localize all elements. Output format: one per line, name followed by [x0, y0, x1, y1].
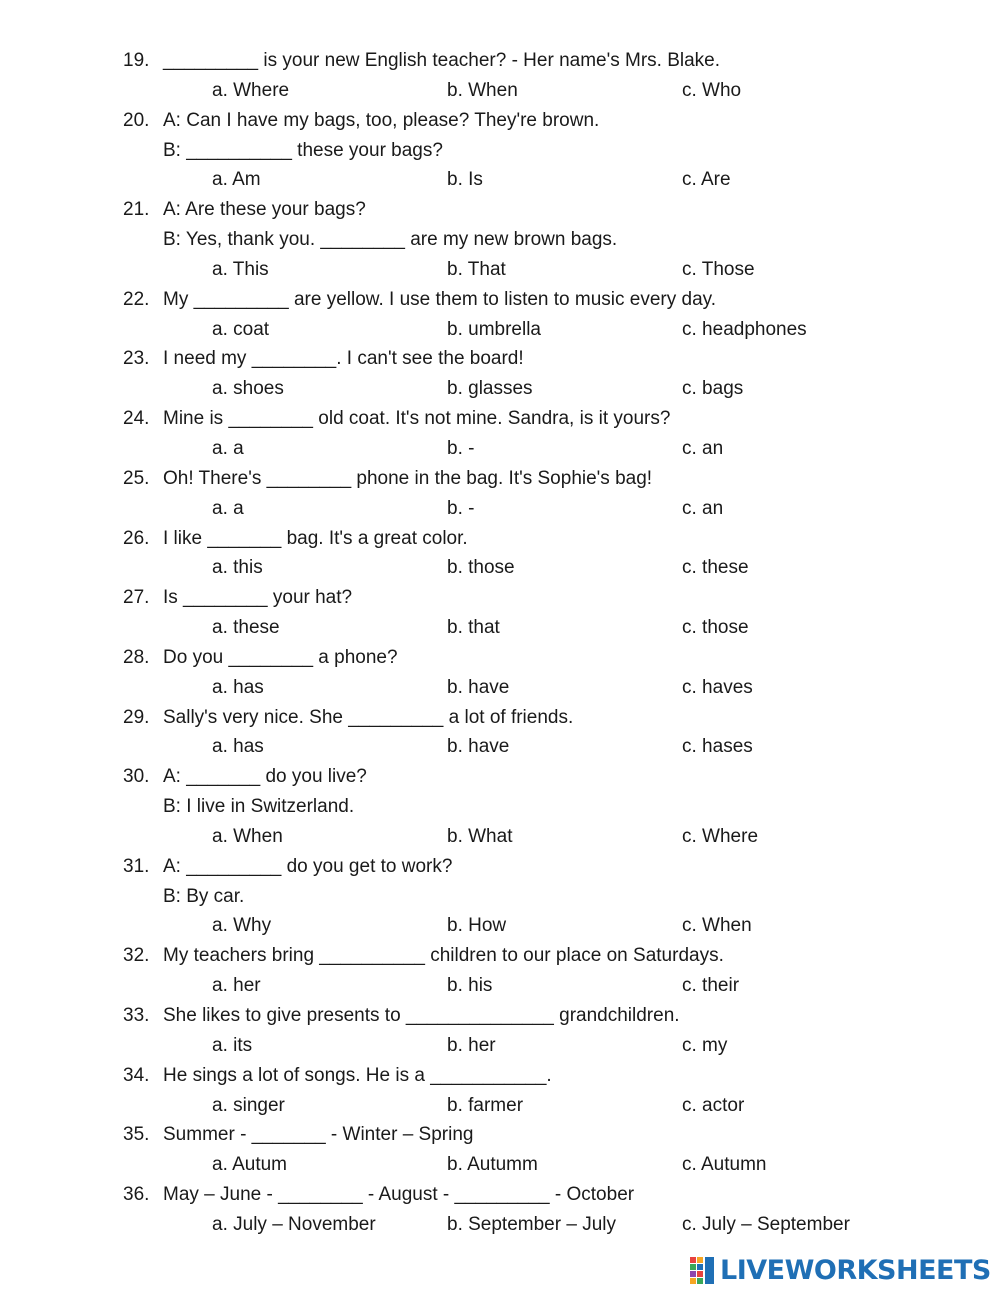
question-24 — [0, 404, 1000, 464]
liveworksheets-logo — [690, 1253, 991, 1287]
question-line — [0, 524, 1000, 554]
option-c[interactable]: c. haves — [682, 676, 753, 698]
option-a[interactable]: a. This — [212, 258, 269, 280]
question-number: 30. — [123, 766, 150, 788]
option-b[interactable]: b. - — [447, 497, 475, 519]
question-text: Do you ________ a phone? — [163, 646, 398, 668]
options-row — [0, 165, 1000, 195]
question-22 — [0, 285, 1000, 345]
options-row — [0, 971, 1000, 1001]
option-c[interactable]: c. their — [682, 975, 740, 997]
question-number: 23. — [123, 348, 150, 370]
option-a[interactable]: a. July – November — [212, 1213, 376, 1235]
options-row — [0, 732, 1000, 762]
option-c[interactable]: c. an — [682, 497, 724, 519]
option-a[interactable]: a. a — [212, 437, 244, 459]
option-a[interactable]: a. its — [212, 1034, 253, 1056]
question-number: 19. — [123, 50, 150, 71]
option-c[interactable]: c. Are — [682, 169, 731, 191]
option-c[interactable]: c. headphones — [682, 318, 807, 340]
options-row — [0, 1210, 1000, 1240]
question-number: 34. — [123, 1064, 150, 1086]
question-number: 29. — [123, 706, 150, 728]
option-c[interactable]: c. bags — [682, 378, 744, 400]
question-36 — [0, 1180, 1000, 1240]
question-19 — [0, 46, 1000, 106]
option-c[interactable]: c. my — [682, 1034, 728, 1056]
option-a[interactable]: a. coat — [212, 318, 270, 340]
option-c[interactable]: c. Who — [682, 79, 742, 101]
options-row — [0, 315, 1000, 345]
option-b[interactable]: b. those — [447, 557, 515, 579]
options-row — [0, 822, 1000, 852]
question-number: 36. — [123, 1184, 150, 1206]
question-text: May – June - ________ - August - _________ - October — [163, 1184, 635, 1206]
question-number: 28. — [123, 646, 150, 668]
option-a[interactable]: a. Autum — [212, 1154, 287, 1176]
option-a[interactable]: a. Where — [212, 79, 290, 101]
question-number: 20. — [123, 109, 150, 131]
option-a[interactable]: a. has — [212, 736, 264, 758]
option-b[interactable]: b. have — [447, 676, 510, 698]
option-a[interactable]: a. Am — [212, 169, 261, 191]
options-row — [0, 1091, 1000, 1121]
question-line — [0, 106, 1000, 136]
question-number: 31. — [123, 855, 150, 877]
question-text: A: Are these your bags? — [163, 199, 366, 221]
question-29 — [0, 703, 1000, 763]
question-21 — [0, 195, 1000, 285]
question-text: B: I live in Switzerland. — [163, 796, 355, 818]
question-27 — [0, 583, 1000, 643]
question-33 — [0, 1001, 1000, 1061]
question-number: 27. — [123, 587, 150, 609]
option-c[interactable]: c. When — [682, 915, 752, 937]
question-line — [0, 1061, 1000, 1091]
question-line — [0, 703, 1000, 733]
option-b[interactable]: b. that — [447, 617, 500, 639]
question-30 — [0, 762, 1000, 852]
question-text: A: Can I have my bags, too, please? They're brown. — [163, 109, 600, 131]
option-a[interactable]: a. this — [212, 557, 263, 579]
options-row — [0, 255, 1000, 285]
question-text: B: __________ these your bags? — [163, 139, 443, 161]
option-b[interactable]: b. his — [447, 975, 493, 997]
option-b[interactable]: b. Is — [447, 169, 483, 191]
question-23 — [0, 344, 1000, 404]
question-line — [0, 1120, 1000, 1150]
question-text: My teachers bring __________ children to our place on Saturdays. — [163, 945, 724, 967]
question-line — [0, 285, 1000, 315]
liveworksheets-logo-icon — [690, 1255, 716, 1285]
option-b[interactable]: b. Autumm — [447, 1154, 538, 1176]
question-text: Sally's very nice. She _________ a lot of friends. — [163, 706, 574, 728]
question-text: Oh! There's ________ phone in the bag. It's Sophie's bag! — [163, 467, 653, 489]
question-line — [0, 136, 1000, 166]
question-number: 25. — [123, 467, 150, 489]
options-row — [0, 911, 1000, 941]
option-b[interactable]: b. That — [447, 258, 506, 280]
option-c[interactable]: c. July – September — [682, 1213, 850, 1235]
option-b[interactable]: b. What — [447, 825, 513, 847]
options-row — [0, 374, 1000, 404]
question-26 — [0, 524, 1000, 584]
question-line — [0, 762, 1000, 792]
question-34 — [0, 1061, 1000, 1121]
options-row — [0, 553, 1000, 583]
options-row — [0, 1150, 1000, 1180]
question-25 — [0, 464, 1000, 524]
question-text: I need my ________. I can't see the board! — [163, 348, 524, 370]
question-line — [0, 195, 1000, 225]
question-text: _________ is your new English teacher? - Her name's Mrs. Blake. — [163, 50, 721, 71]
option-b[interactable]: b. her — [447, 1034, 496, 1056]
options-row — [0, 76, 1000, 106]
question-32 — [0, 941, 1000, 1001]
question-line — [0, 852, 1000, 882]
option-c[interactable]: c. Autumn — [682, 1154, 767, 1176]
brand-name: LIVEWORKSHEETS — [720, 1254, 991, 1286]
question-line — [0, 643, 1000, 673]
question-number: 33. — [123, 1005, 150, 1026]
question-20 — [0, 106, 1000, 196]
question-text: My _________ are yellow. I use them to listen to music every day. — [163, 288, 717, 310]
question-line — [0, 344, 1000, 374]
option-b[interactable]: b. glasses — [447, 378, 533, 400]
option-c[interactable]: c. Where — [682, 825, 759, 847]
question-line — [0, 583, 1000, 613]
question-text: I like _______ bag. It's a great color. — [163, 527, 468, 549]
option-a[interactable]: a. singer — [212, 1094, 285, 1116]
option-a[interactable]: a. shoes — [212, 378, 284, 400]
question-28 — [0, 643, 1000, 703]
question-line — [0, 404, 1000, 434]
question-line — [0, 464, 1000, 494]
option-a[interactable]: a. has — [212, 676, 264, 698]
worksheet — [0, 46, 1000, 1240]
question-number: 35. — [123, 1124, 150, 1146]
question-text: Mine is ________ old coat. It's not mine. Sandra, is it yours? — [163, 408, 671, 430]
options-row — [0, 613, 1000, 643]
option-c[interactable]: c. hases — [682, 736, 753, 758]
options-row — [0, 494, 1000, 524]
option-c[interactable]: c. an — [682, 437, 724, 459]
question-text: He sings a lot of songs. He is a ___________. — [163, 1064, 552, 1086]
option-a[interactable]: a. these — [212, 617, 280, 639]
question-text: B: Yes, thank you. ________ are my new brown bags. — [163, 229, 618, 251]
question-line — [0, 882, 1000, 912]
question-number: 32. — [123, 945, 150, 967]
option-a[interactable]: a. her — [212, 975, 261, 997]
question-text: She likes to give presents to ______________ grandchildren. — [163, 1005, 680, 1026]
option-a[interactable]: a. a — [212, 497, 244, 519]
question-number: 26. — [123, 527, 150, 549]
question-31 — [0, 852, 1000, 942]
option-c[interactable]: c. these — [682, 557, 749, 579]
option-b[interactable]: b. How — [447, 915, 507, 937]
question-text: A: _______ do you live? — [163, 766, 367, 788]
option-b[interactable]: b. When — [447, 79, 518, 101]
option-a[interactable]: a. Why — [212, 915, 272, 937]
option-b[interactable]: b. umbrella — [447, 318, 541, 340]
option-b[interactable]: b. farmer — [447, 1094, 524, 1116]
question-number: 24. — [123, 408, 150, 430]
question-text: Summer - _______ - Winter – Spring — [163, 1124, 474, 1146]
question-number: 21. — [123, 199, 150, 221]
option-c[interactable]: c. those — [682, 617, 749, 639]
option-b[interactable]: b. - — [447, 437, 475, 459]
question-35 — [0, 1120, 1000, 1180]
question-text: B: By car. — [163, 885, 245, 907]
question-text: A: _________ do you get to work? — [163, 855, 453, 877]
question-line — [0, 792, 1000, 822]
question-line — [0, 225, 1000, 255]
question-line — [0, 941, 1000, 971]
question-line — [0, 1180, 1000, 1210]
options-row — [0, 1031, 1000, 1061]
option-c[interactable]: c. actor — [682, 1094, 745, 1116]
options-row — [0, 673, 1000, 703]
question-line — [0, 1001, 1000, 1031]
option-b[interactable]: b. have — [447, 736, 510, 758]
question-number: 22. — [123, 288, 150, 310]
question-line — [0, 46, 1000, 76]
question-text: Is ________ your hat? — [163, 587, 353, 609]
option-c[interactable]: c. Those — [682, 258, 755, 280]
option-a[interactable]: a. When — [212, 825, 283, 847]
option-b[interactable]: b. September – July — [447, 1213, 616, 1235]
options-row — [0, 434, 1000, 464]
